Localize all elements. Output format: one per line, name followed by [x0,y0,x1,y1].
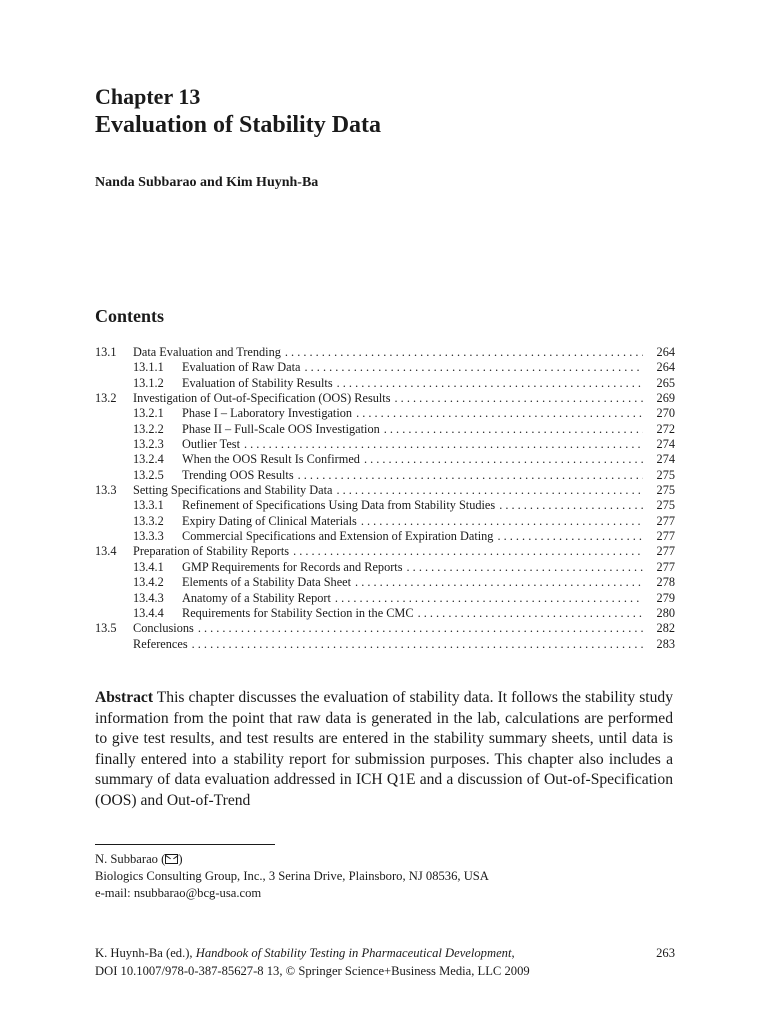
toc-entry [95,391,675,406]
toc-entry-page: 274 [656,452,675,467]
chapter-authors: Nanda Subbarao and Kim Huynh-Ba [95,175,319,190]
toc-dot-leader [355,575,643,590]
toc-entry-number: 13.4.3 [133,590,164,605]
toc-entry-number: 13.1.2 [133,375,164,390]
toc-dot-leader [499,498,643,513]
toc-entry-page: 277 [656,513,675,528]
abstract-label: Abstract [95,689,154,706]
toc-entry-page: 277 [656,529,675,544]
chapter-label: Chapter 13 [95,84,201,109]
footnote-divider [95,844,275,845]
toc-entry-title: Data Evaluation and Trending [133,345,281,359]
toc-entry-title: Outlier Test [182,437,240,452]
toc-entry-page: 264 [656,345,675,359]
toc-dot-leader [407,560,643,575]
toc-entry-page: 275 [656,467,675,482]
toc-entry-number: 13.3.2 [133,513,164,528]
page-number: 263 [656,946,675,960]
abstract-paragraph [95,688,673,811]
toc-entry [95,406,675,421]
toc-entry [95,529,675,544]
toc-dot-leader [497,529,643,544]
footnote-author: N. Subbarao ( [95,852,166,866]
toc-entry-page: 275 [656,498,675,513]
table-of-contents [95,345,675,652]
toc-dot-leader [337,376,643,391]
toc-entry [95,452,675,467]
abstract-text: This chapter discusses the evaluation of stability data. It follows the stability study information from the point that raw data is generated in the lab, calculations are performed to give test results, and test results are entered in the stability summary sheets, until data is finally entered into a stability report for submission purposes. This chapter also includes a summary of data evaluation addressed in ICH Q1E and a discussion of Out-of-Specification (OOS) and Out-of-Trend [95,689,673,809]
toc-entry-title: Conclusions [133,621,194,636]
toc-dot-leader [418,606,643,621]
toc-entry-title: Trending OOS Results [182,467,294,482]
toc-entry [95,498,675,513]
toc-entry-title: Expiry Dating of Clinical Materials [182,513,357,528]
toc-entry [95,345,675,360]
toc-entry-number: 13.1.1 [133,360,164,375]
toc-entry-page: 264 [656,360,675,375]
toc-entry-page: 277 [656,544,675,559]
toc-entry [95,560,675,575]
toc-entry-number: 13.4.2 [133,575,164,590]
toc-entry-title: Evaluation of Raw Data [182,360,301,375]
toc-entry-page: 275 [656,483,675,498]
toc-entry-number: 13.2.2 [133,421,164,436]
toc-entry-number: 13.2 [95,391,117,406]
citation-suffix: , [511,946,515,960]
toc-entry-page: 272 [656,421,675,436]
chapter-title: Evaluation of Stability Data [95,112,382,138]
toc-dot-leader [361,514,643,529]
toc-entry [95,376,675,391]
toc-dot-leader [198,621,643,636]
toc-entry-number: 13.2.4 [133,452,164,467]
toc-entry [95,483,675,498]
footnote-affiliation: Biologics Consulting Group, Inc., 3 Serina Drive, Plainsboro, NJ 08536, USA [95,869,489,883]
toc-entry [95,360,675,375]
toc-entry [95,544,675,559]
toc-entry [95,575,675,590]
toc-entry-page: 282 [656,621,675,636]
contents-heading: Contents [95,306,165,326]
toc-entry [95,422,675,437]
toc-entry-title: Investigation of Out-of-Specification (OOS) Results [133,391,391,406]
toc-dot-leader [293,544,643,559]
toc-entry-page: 279 [656,590,675,605]
toc-entry-title: Evaluation of Stability Results [182,375,333,390]
toc-dot-leader [192,637,643,652]
toc-dot-leader [364,452,643,467]
citation-prefix: K. Huynh-Ba (ed.), [95,946,196,960]
toc-entry-number: 13.3.3 [133,529,164,544]
toc-entry-number: 13.2.5 [133,467,164,482]
toc-entry [95,468,675,483]
toc-entry-title: References [133,636,188,651]
toc-entry-title: When the OOS Result Is Confirmed [182,452,360,467]
citation-doi: DOI 10.1007/978-0-387-85627-8 13, © Springer Science+Business Media, LLC 2009 [95,964,530,978]
footnote-email: e-mail: nsubbarao@bcg-usa.com [95,886,262,900]
toc-entry [95,514,675,529]
toc-entry-page: 274 [656,437,675,452]
toc-entry-number: 13.4.1 [133,559,164,574]
toc-entry-page: 283 [656,636,675,651]
toc-dot-leader [305,360,644,375]
toc-entry [95,637,675,652]
toc-dot-leader [298,468,643,483]
envelope-icon [165,854,178,864]
toc-entry-title: Phase II – Full-Scale OOS Investigation [182,421,380,436]
toc-entry-number: 13.4.4 [133,605,164,620]
toc-entry-page: 280 [656,605,675,620]
toc-entry-title: Anatomy of a Stability Report [182,590,331,605]
toc-entry-number: 13.1 [95,345,117,359]
toc-entry-number: 13.3 [95,483,117,498]
toc-dot-leader [384,422,643,437]
toc-entry [95,621,675,636]
toc-entry-number: 13.2.1 [133,406,164,421]
toc-dot-leader [244,437,643,452]
toc-dot-leader [285,345,643,360]
toc-entry-title: Requirements for Stability Section in the CMC [182,605,414,620]
toc-entry-title: Phase I – Laboratory Investigation [182,406,353,421]
toc-dot-leader [356,406,643,421]
citation-block [95,944,675,980]
toc-entry-number: 13.5 [95,621,117,636]
toc-entry-page: 278 [656,575,675,590]
toc-entry-title: Elements of a Stability Data Sheet [182,575,352,590]
toc-entry-page: 265 [656,375,675,390]
toc-entry-number: 13.2.3 [133,437,164,452]
toc-entry-title: Refinement of Specifications Using Data from Stability Studies [182,498,496,513]
toc-dot-leader [395,391,643,406]
toc-entry-page: 277 [656,559,675,574]
toc-entry-page: 269 [656,391,675,406]
toc-entry-title: Setting Specifications and Stability Data [133,483,333,498]
toc-entry-page: 270 [656,406,675,421]
toc-dot-leader [336,483,643,498]
toc-dot-leader [335,591,643,606]
footnote-author-close: ) [178,852,183,866]
toc-entry [95,437,675,452]
toc-entry-number: 13.3.1 [133,498,164,513]
toc-entry-title: Preparation of Stability Reports [133,544,290,559]
toc-entry [95,591,675,606]
author-footnote [95,851,489,902]
toc-entry-title: GMP Requirements for Records and Reports [182,559,403,574]
toc-entry [95,606,675,621]
citation-book-title: Handbook of Stability Testing in Pharmaceutical Development [195,946,512,960]
toc-entry-number: 13.4 [95,544,117,559]
toc-entry-title: Commercial Specifications and Extension of Expiration Dating [182,529,494,544]
